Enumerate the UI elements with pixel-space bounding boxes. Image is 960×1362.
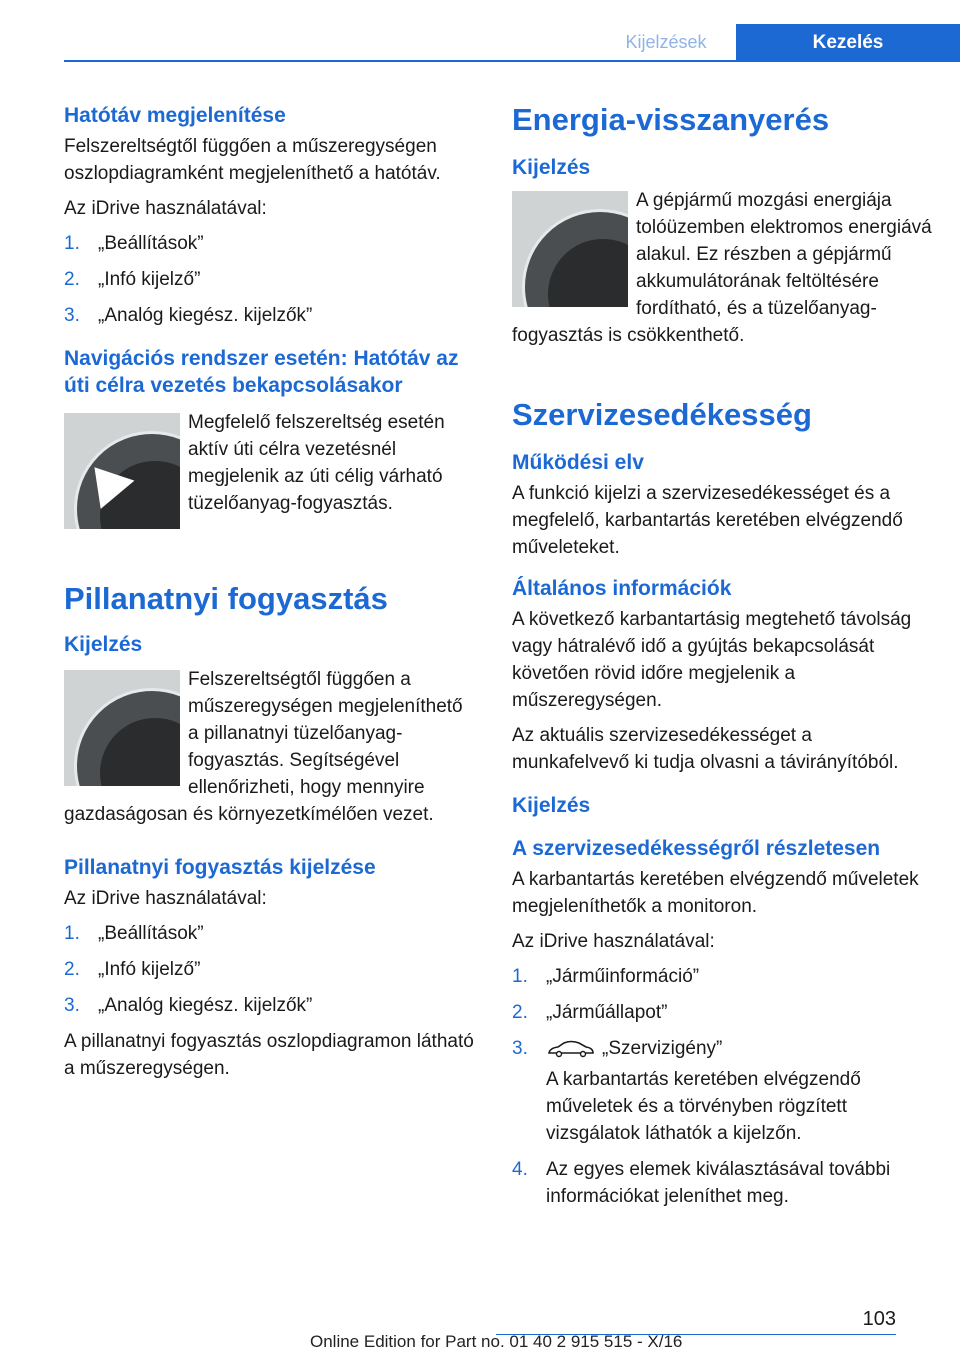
car-icon (546, 1039, 596, 1059)
idrive-intro: Az iDrive használatával: (64, 198, 267, 219)
subheading-kijelzes-service: Kijelzés (512, 794, 591, 817)
consumption-steps (64, 920, 478, 1019)
list-item: 1. „Beállítások” (64, 233, 204, 254)
consumption-block (64, 666, 478, 836)
left-column (64, 92, 478, 1090)
subheading-service-detail: A szervizesedékességről részletesen (512, 837, 881, 860)
section-title-consumption-display: Pillanatnyi fogyasztás kijelzése (64, 856, 376, 879)
gauge-navigation-image (64, 413, 180, 529)
general-info-text: A következő karbantartásig megtehető távolság vagy hátralévő idő a gyújtás bekapcsolását követően rövid időre megjelenik a műszeregységen. (512, 609, 912, 711)
list-item: 4. Az egyes elemek kiválasztásával további információkat jeleníthet meg. (512, 1159, 891, 1207)
list-item: 2. „Járműállapot” (512, 1002, 668, 1023)
page-number: 103 (862, 1308, 896, 1330)
page-footer (0, 1308, 960, 1362)
section-title-range: Hatótáv megjelenítése (64, 104, 286, 127)
gauge-energy-image (512, 191, 628, 307)
right-column (512, 92, 932, 1219)
function-description: A funkció kijelzi a szervizesedékességet és a megfelelő, karbantartás keretében elvégzendő műveleteket. (512, 483, 903, 558)
section-title-consumption: Pillanatnyi fogyasztás (64, 581, 388, 616)
list-item: 1. „Járműinformáció” (512, 966, 700, 987)
gauge-consumption-image (64, 670, 180, 786)
idrive-intro-2: Az iDrive használatával: (64, 888, 267, 909)
range-steps (64, 230, 478, 329)
header-divider (64, 60, 960, 62)
remote-key-text: Az aktuális szervizesedékességet a munkafelvevő ki tudja olvasni a távirányítóból. (512, 725, 899, 773)
navigation-block (64, 409, 478, 535)
service-detail-text: A karbantartás keretében elvégzendő műveletek megjeleníthetők a monitoron. (512, 869, 919, 917)
page-header (64, 24, 960, 62)
consumption-bar-note: A pillanatnyi fogyasztás oszlopdiagramon látható a műszeregységen. (64, 1031, 474, 1079)
energy-block (512, 187, 932, 357)
list-item: 2. „Infó kijelző” (64, 959, 201, 980)
subheading-kijelzes: Kijelzés (64, 633, 143, 656)
tab-kijelzesek[interactable]: Kijelzések (625, 32, 707, 52)
edition-text: Online Edition for Part no. 01 40 2 915 515 - X/16 (310, 1332, 683, 1351)
list-item: 1. „Beállítások” (64, 923, 204, 944)
service-steps (512, 963, 932, 1210)
section-title-navigation: Navigációs rendszer esetén: Hatótáv az úti célra vezetés bekapcsolásakor (64, 347, 459, 397)
list-item: 3. „Szervizigény” A karbantartás keretében elvégzendő műveletek és a törvényben rögzített vizsgálatok láthatók a kijelzőn. (512, 1035, 932, 1147)
service-item-detail: A karbantartás keretében elvégzendő műveletek és a törvényben rögzített vizsgálatok láthatók a kijelzőn. (546, 1069, 861, 1144)
list-item: 2. „Infó kijelző” (64, 269, 201, 290)
subheading-kijelzes-energy: Kijelzés (512, 156, 591, 179)
subheading-function: Működési elv (512, 451, 644, 474)
section-title-service: Szervizesedékesség (512, 397, 812, 432)
energy-description: A gépjármű mozgási energiája tolóüzemben elektromos energiává alakul. Ez részben a gépjármű akkumulátorának feltöltésére fordítható, és a tüzelőanyag-fogyasztás is csökkenthető. (512, 190, 932, 346)
idrive-intro-3: Az iDrive használatával: (512, 931, 715, 952)
list-item: 3. „Analóg kiegész. kijelzők” (64, 995, 313, 1016)
subheading-general-info: Általános információk (512, 577, 732, 600)
consumption-description: Felszereltségtől függően a műszeregységen megjeleníthető a pillanatnyi tüzelőanyag-fogyasztás. Segítségével ellenőrizheti, hogy mennyire gazdaságosan és környezetkímélően vezet. (64, 669, 463, 825)
navigation-description: Megfelelő felszereltség esetén aktív úti célra vezetésnél megjelenik az úti célig várható tüzelőanyag-fogyasztás. (188, 412, 445, 514)
tab-kezeles[interactable]: Kezelés (736, 24, 960, 62)
section-title-energy: Energia-visszanyerés (512, 102, 830, 137)
range-description: Felszereltségtől függően a műszeregységen oszlopdiagramként megjeleníthető a hatótáv. (64, 136, 441, 184)
list-item: 3. „Analóg kiegész. kijelzők” (64, 305, 313, 326)
